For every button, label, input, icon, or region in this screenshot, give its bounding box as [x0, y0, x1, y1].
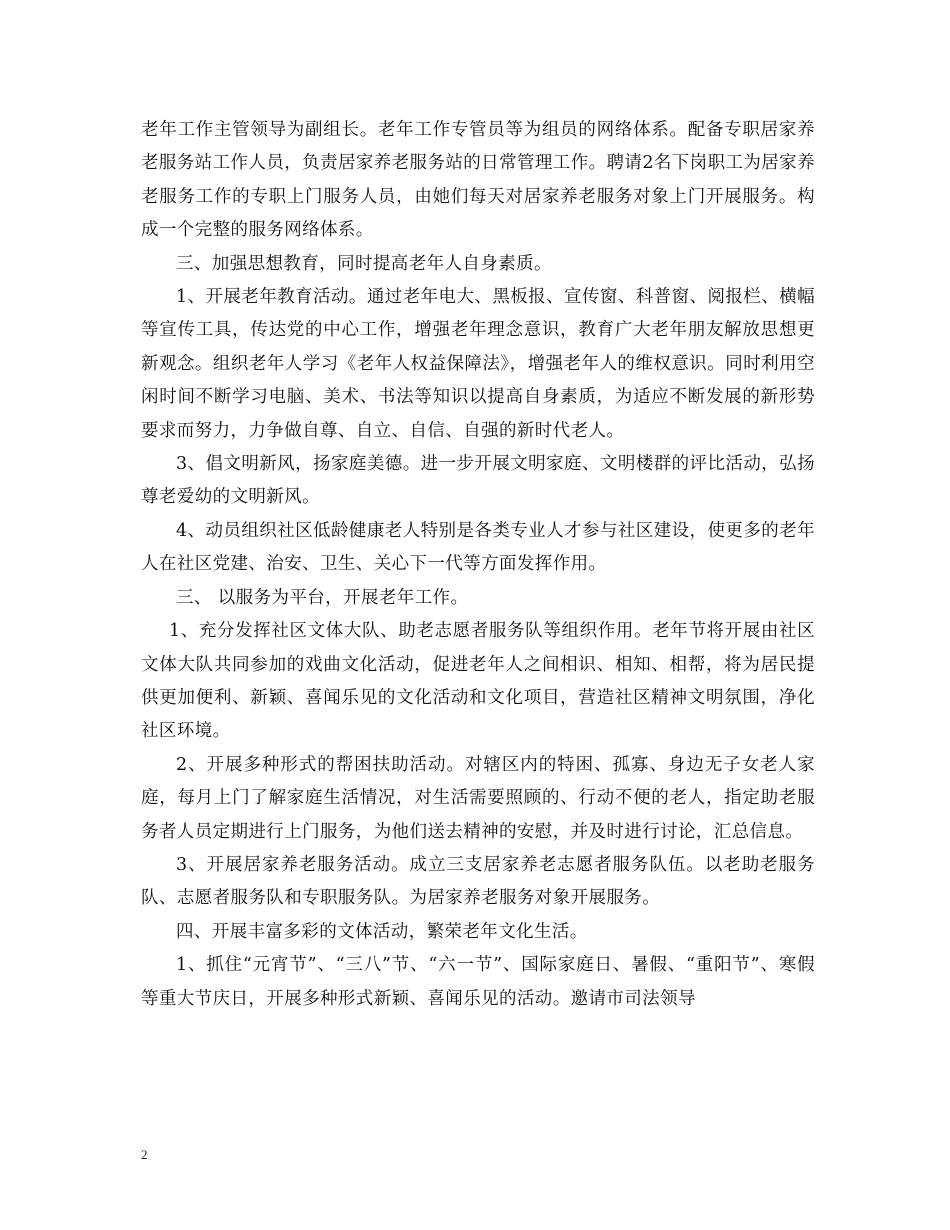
section-heading-three: 三、加强思想教育，同时提高老年人自身素质。 — [176, 253, 552, 274]
paragraph-cultural-teams: 1、充分发挥社区文体大队、助老志愿者服务队等组织作用。老年节将开展由社区文体大队共同参加的戏曲文化活动，促进老年人之间相识、相知、相帮，将为居民提供更加便利、新颖、喜闻乐见的文化活动和文化项目，营造社区精神文明氛围，净化社区环境。 — [141, 621, 815, 742]
paragraph-continuation: 老年工作主管领导为副组长。老年工作专管员等为组员的网络体系。配备专职居家养老服务站工作人员，负责居家养老服务站的日常管理工作。聘请2名下岗职工为居家养老服务工作的专职上门服务人员，由她们每天对居家养老服务对象上门开展服务。构成一个完整的服务网络体系。 — [141, 120, 815, 241]
paragraph-home-care-service: 3、开展居家养老服务活动。成立三支居家养老志愿者服务队伍。以老助老服务队、志愿者服务队和专职服务队。为居家养老服务对象开展服务。 — [141, 854, 815, 909]
paragraph-civilized-customs: 3、倡文明新风，扬家庭美德。进一步开展文明家庭、文明楼群的评比活动，弘扬尊老爱幼的文明新风。 — [141, 454, 815, 508]
document-body — [141, 114, 815, 1016]
section-heading-four: 四、开展丰富多彩的文体活动，繁荣老年文化生活。 — [176, 921, 588, 942]
paragraph-festival-activities: 1、抓住“元宵节”、“三八”节、“六一节”、国际家庭日、暑假、“重阳节”、寒假等重大节庆日，开展多种形式新颖、喜闻乐见的活动。邀请市司法领导 — [141, 955, 815, 1009]
paragraph-mobilize-elderly: 4、动员组织社区低龄健康老人特别是各类专业人才参与社区建设，使更多的老年人在社区党建、治安、卫生、关心下一代等方面发挥作用。 — [141, 520, 815, 575]
paragraph-assistance-activities: 2、开展多种形式的帮困扶助活动。对辖区内的特困、孤寡、身边无子女老人家庭，每月上门了解家庭生活情况，对生活需要照顾的、行动不便的老人，指定助老服务者人员定期进行上门服务，为他们送去精神的安慰，并及时进行讨论，汇总信息。 — [141, 754, 815, 842]
page-number: 2 — [141, 1147, 148, 1162]
section-heading-service-platform: 三、 以服务为平台，开展老年工作。 — [176, 587, 469, 608]
paragraph-education-activities: 1、开展老年教育活动。通过老年电大、黑板报、宣传窗、科普窗、阅报栏、横幅等宣传工具，传达党的中心工作，增强老年理念意识，教育广大老年朋友解放思想更新观念。组织老年人学习《老年人权益保障法》，增强老年人的维权意识。同时利用空闲时间不断学习电脑、美术、书法等知识以提高自身素质，为适应不断发展的新形势要求而努力，力争做自尊、自立、自信、自强的新时代老人。 — [141, 287, 815, 441]
